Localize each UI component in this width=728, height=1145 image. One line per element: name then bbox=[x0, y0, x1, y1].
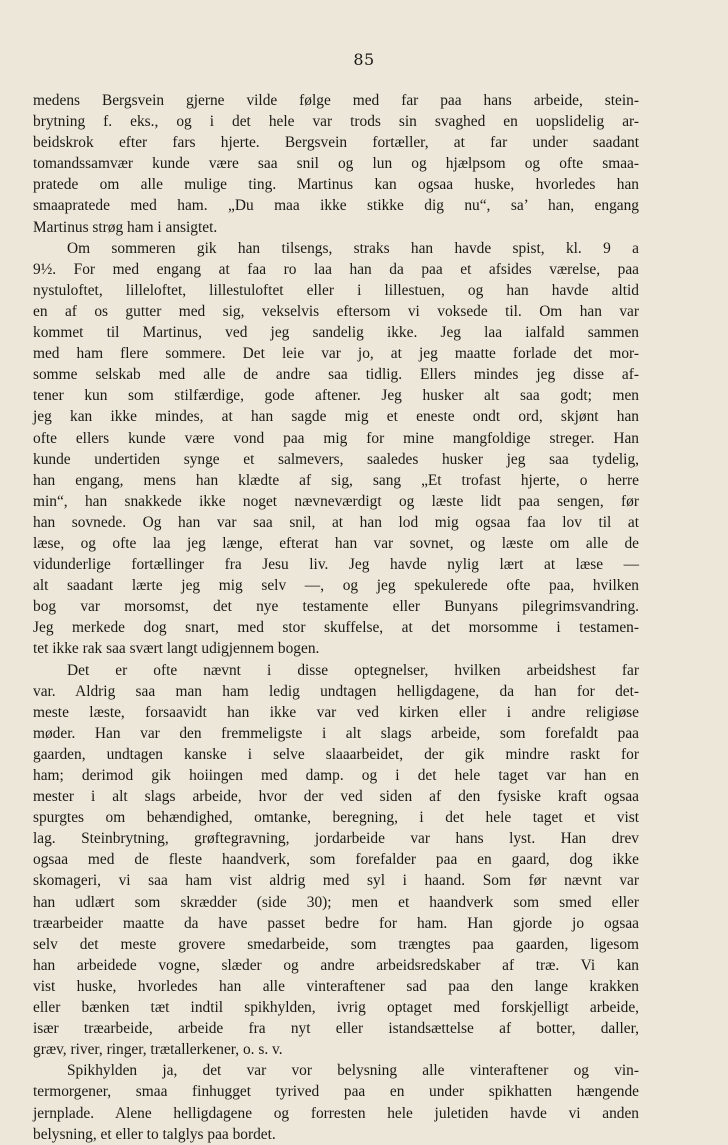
text-line: selv det meste grovere smedarbeide, som trængtes paa gaarden, ligesom bbox=[33, 935, 639, 953]
text-line: især træarbeide, arbeide fra nyt eller istandsættelse af botter, daller, bbox=[33, 1020, 639, 1038]
text-line: lag. Steinbrytning, grøftegravning, jordarbeide var hans lyst. Han drev bbox=[33, 830, 639, 848]
text-line: træarbeider maatte da have passet bedre for ham. Han gjorde jo ogsaa bbox=[33, 914, 639, 932]
text-line: tet ikke rak saa svært langt udigjennem bogen. bbox=[33, 640, 320, 658]
text-line: læse, og ofte laa jeg længe, efterat han var sovnet, og læste om alle de bbox=[33, 534, 639, 552]
text-line: Jeg merkede dog snart, med stor skuffelse, at det morsomme i testamen- bbox=[33, 619, 639, 637]
text-line: Om sommeren gik han tilsengs, straks han havde spist, kl. 9 a bbox=[67, 239, 639, 257]
text-line: jeg kan ikke mindes, at han sagde mig et eneste ondt ord, skjønt han bbox=[33, 408, 639, 426]
text-line: Spikhylden ja, det var vor belysning alle vinteraftener og vin- bbox=[67, 1062, 639, 1080]
text-line: han sovnede. Og han var saa snil, at han lod mig ogsaa faa lov til at bbox=[33, 513, 639, 531]
text-line: termorgener, smaa finhugget tyrived paa en under spikhatten hængende bbox=[33, 1083, 639, 1101]
text-line: møder. Han var den fremmeligste i alt slags arbeide, som forefaldt paa bbox=[33, 724, 639, 742]
text-line: somme selskab med alle de andre saa tidlig. Ellers mindes jeg disse af- bbox=[33, 366, 639, 384]
text-line: jernplade. Alene helligdagene og forresten hele juletiden havde vi anden bbox=[33, 1104, 639, 1122]
text-line: medens Bergsvein gjerne vilde følge med far paa hans arbeide, stein- bbox=[33, 92, 639, 109]
text-line: han udlært som skrædder (side 30); men et haandverk som smed eller bbox=[33, 893, 639, 911]
text-line: ofte ellers kunde være vond paa mig for mine mangfoldige streger. Han bbox=[33, 429, 639, 447]
text-line: med ham flere sommere. Det leie var jo, at jeg maatte forlade det mor- bbox=[33, 345, 639, 363]
text-line: gaarden, undtagen kanske i selve slaaarbeidet, der gik mindre raskt for bbox=[33, 745, 639, 763]
text-line: Martinus strøg ham i ansigtet. bbox=[33, 218, 218, 236]
text-line: pratede om alle mulige ting. Martinus kan ogsaa huske, hvorledes han bbox=[33, 176, 639, 194]
text-line: meste læste, forsaavidt han ikke var ved kirken eller i andre religiøse bbox=[33, 703, 639, 721]
text-line: smaapratede med ham. „Du maa ikke stikke dig nu“, sa’ han, engang bbox=[33, 197, 639, 215]
paragraph bbox=[33, 1060, 639, 1144]
text-line: skomageri, vi saa ham vist aldrig med syl i haand. Som før nævnt var bbox=[33, 872, 639, 890]
text-line: ogsaa med de fleste haandverk, som forefalder paa en gaard, dog ikke bbox=[33, 851, 639, 869]
text-line: mester i alt slags arbeide, hvor der ved siden af den fysiske kraft ogsaa bbox=[33, 788, 639, 806]
text-line: tomandssamvær kunde være saa snil og lun og hjælpsom og ofte smaa- bbox=[33, 155, 639, 173]
text-line: 9½. For med engang at faa ro laa han da paa et afsides værelse, paa bbox=[33, 260, 639, 278]
text-line: vidunderlige fortællinger fra Jesu liv. Jeg havde nylig lært at læse — bbox=[33, 556, 639, 574]
text-line: Det er ofte nævnt i disse optegnelser, hvilken arbeidshest far bbox=[67, 661, 639, 679]
text-line: tener kun som stilfærdige, gode aftener. Jeg husker alt saa godt; men bbox=[33, 387, 639, 405]
text-line: belysning, et eller to talglys paa bordet. bbox=[33, 1125, 276, 1143]
text-line: nystuloftet, lilleloftet, lillestuloftet eller i lillestuen, og han havde altid bbox=[33, 281, 639, 299]
text-line: han engang, mens han klædte af sig, sang „Et trofast hjerte, o herre bbox=[33, 471, 639, 489]
text-line: spurgtes om behændighed, omtanke, beregning, i det hele taget et vist bbox=[33, 809, 639, 827]
text-line: vist huske, hvorledes han alle vinteraftener sad paa den lange krakken bbox=[33, 977, 639, 995]
text-line: var. Aldrig saa man ham ledig undtagen helligdagene, da han for det- bbox=[33, 682, 639, 700]
text-line: ham; derimod gik hoiingen med damp. og i det hele taget var han en bbox=[33, 767, 639, 784]
text-line: alt saadant lærte jeg mig selv —, og jeg spekulerede ofte paa, hvilken bbox=[33, 577, 639, 595]
paragraph bbox=[33, 238, 639, 660]
text-line: brytning f. eks., og i det hele var trods sin svaghed en uopslidelig ar- bbox=[33, 113, 639, 131]
text-line: en af os gutter med sig, vekselvis eftersom vi voksede til. Om han var bbox=[33, 302, 639, 320]
paragraph bbox=[33, 90, 639, 238]
text-line: kommet til Martinus, ved jeg sandelig ikke. Jeg laa ialfald sammen bbox=[33, 324, 639, 342]
text-line: græv, river, ringer, trætallerkener, o. s. v. bbox=[33, 1041, 283, 1059]
paragraph bbox=[33, 660, 639, 1061]
text-line: kunde undertiden synge et salmevers, saaledes husker jeg saa tydelig, bbox=[33, 450, 639, 468]
text-line: eller bænken tæt indtil spikhylden, ivrig optaget med forskjelligt arbeide, bbox=[33, 999, 639, 1017]
text-line: han arbeidede vogne, slæder og andre arbeidsredskaber af træ. Vi kan bbox=[33, 956, 639, 974]
page-number: 85 bbox=[353, 50, 375, 69]
text-line: beidskrok efter fars hjerte. Bergsvein fortæller, at far under saadant bbox=[33, 134, 639, 152]
body-text bbox=[33, 90, 639, 1145]
text-line: min“, han snakkede ikke noget nævneværdigt og læste lidt paa sengen, før bbox=[33, 492, 639, 510]
text-line: bog var morsomst, det nye testamente eller Bunyans pilegrimsvandring. bbox=[33, 598, 639, 616]
